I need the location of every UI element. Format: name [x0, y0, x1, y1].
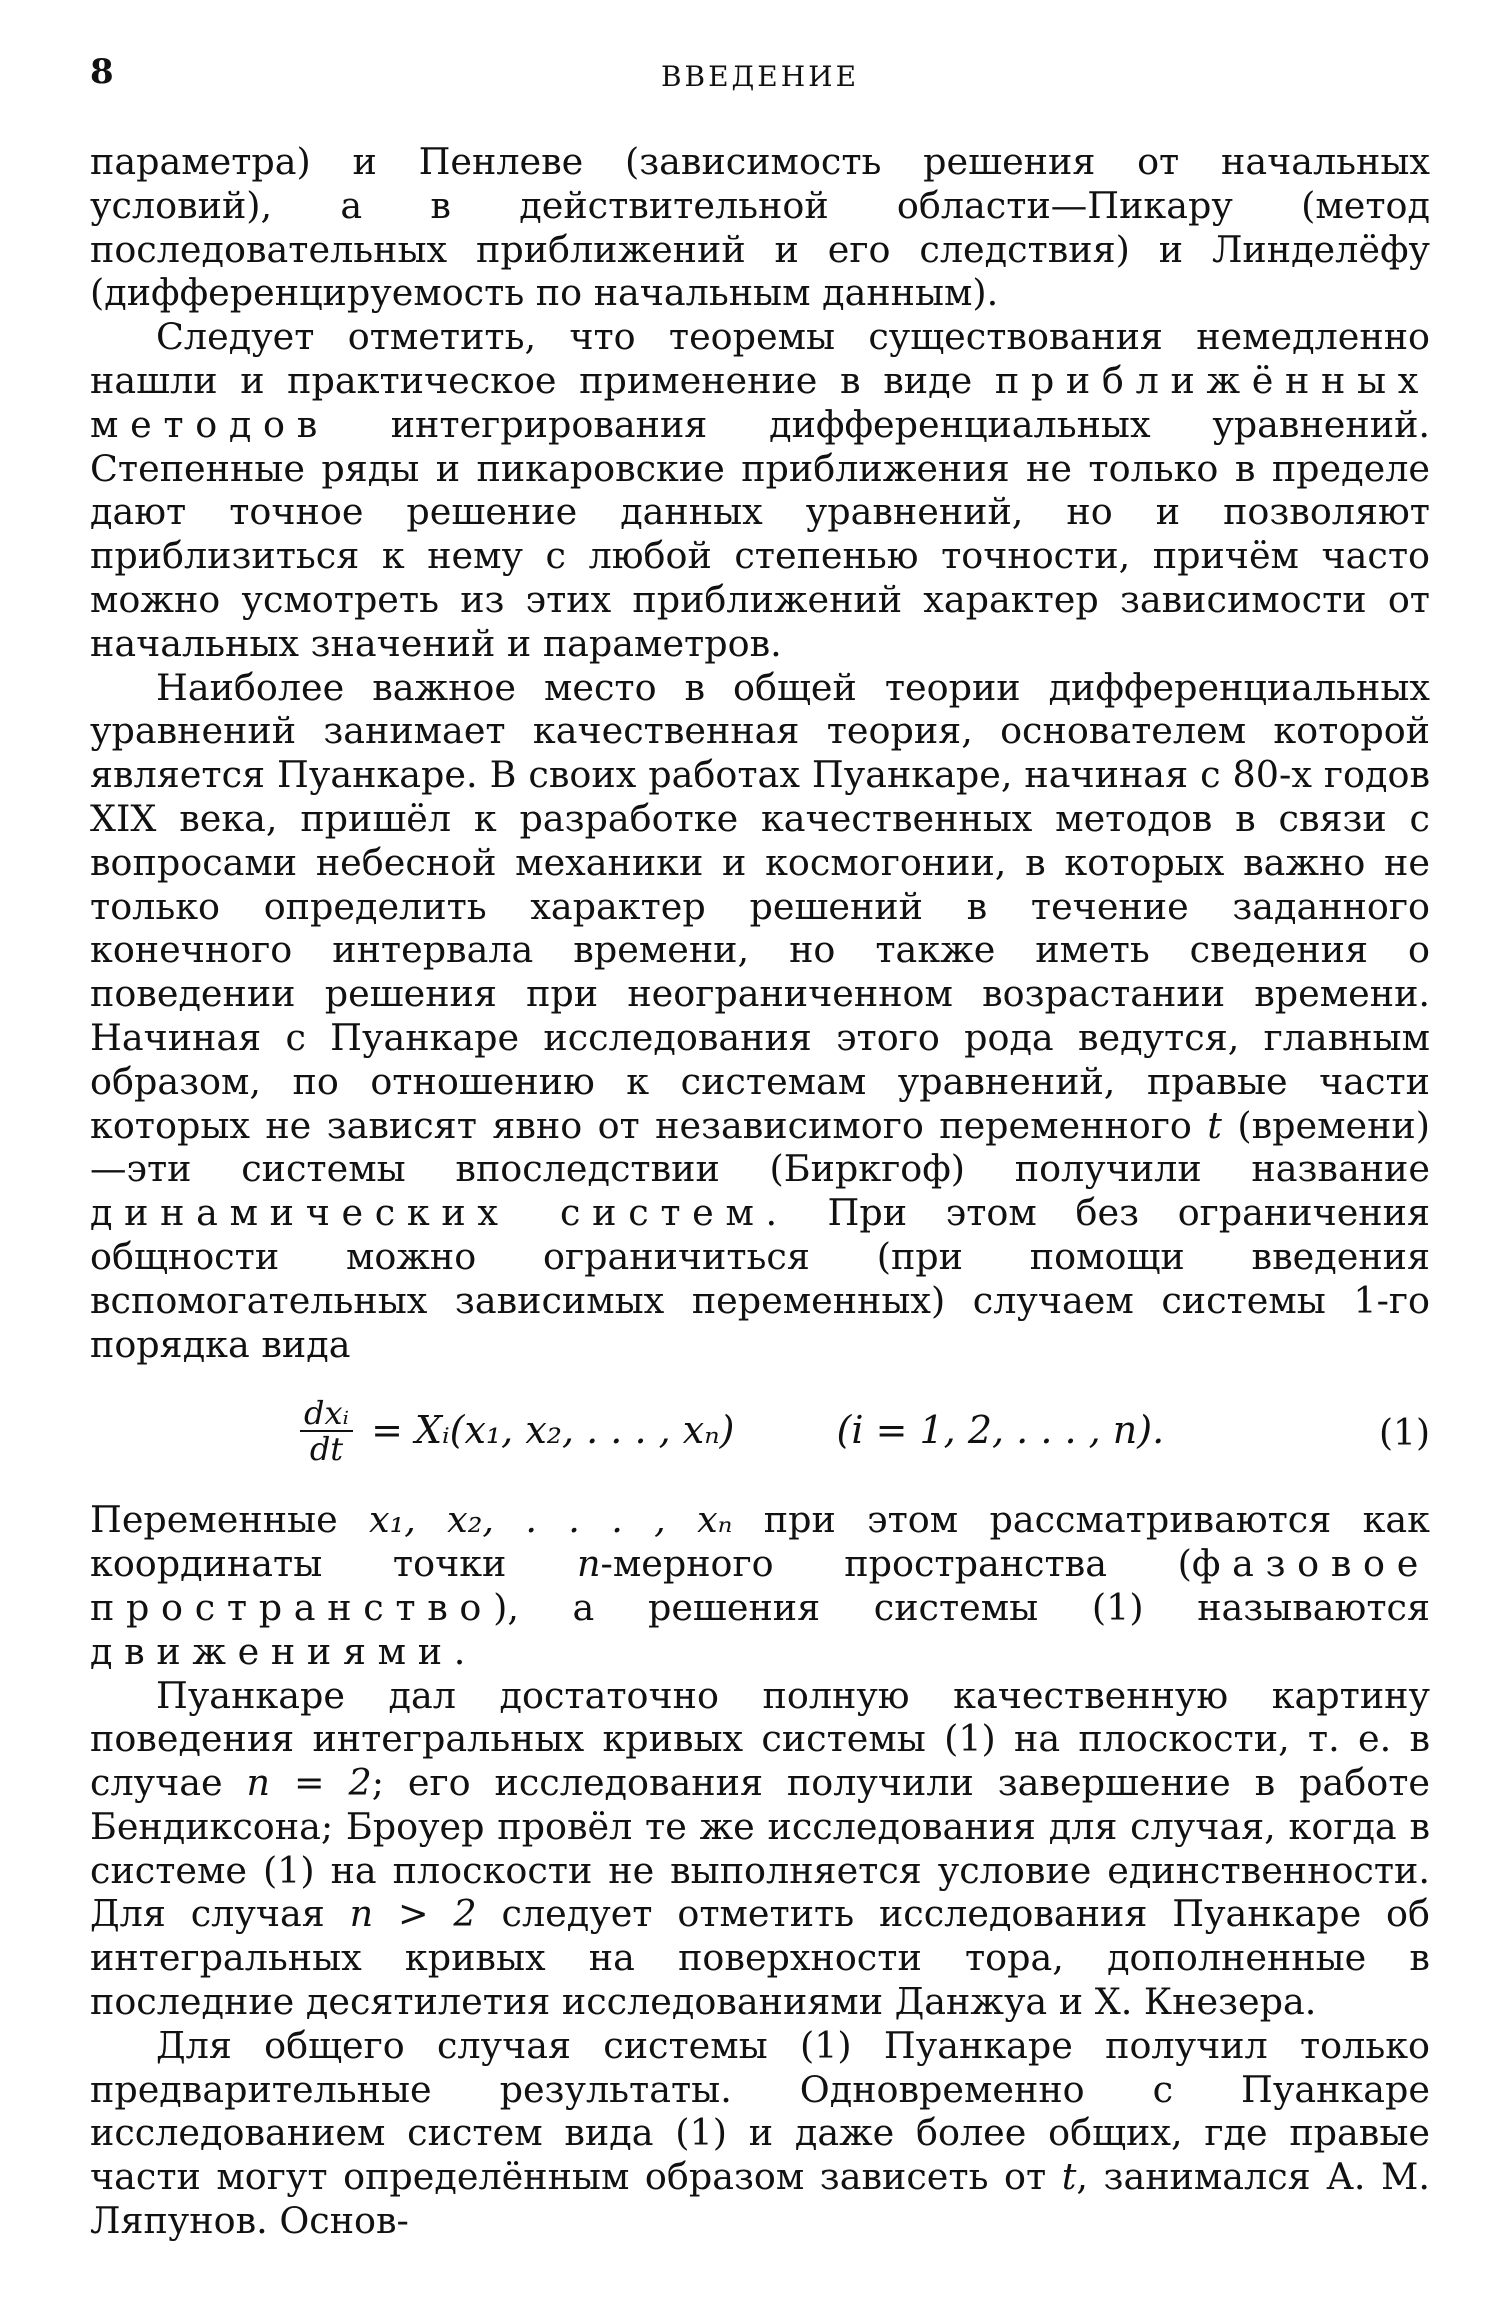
- paragraph-2-text-c: интегрирования дифференциальных уравнений. Степенные ряды и пикаровские приближения не только в пределе дают точное решение данных уравнений, но и позволяют приблизиться к нему с любой степенью точности, причём часто можно усмотреть из этих приближений характер зависимости от начальных значений и параметров.: [90, 402, 1430, 665]
- paragraph-6-text-a: Для общего случая системы (1) Пуанкаре получил только предварительные результаты. Одновременно с Пуанкаре исследованием систем вида (1) и даже более общих, где правые части могут определённым образом зависеть от: [90, 2023, 1430, 2199]
- paragraph-3-text-b: (времени)—эти системы впоследствии (Биркгоф) получили название: [90, 1103, 1430, 1191]
- math-variables: x₁, x₂, . . . , xₙ: [369, 1498, 733, 1542]
- fraction-denominator: dt: [309, 1430, 344, 1469]
- spaced-term-dynamical-systems: динамических систем.: [90, 1191, 789, 1235]
- paragraph-4-text-e: ), а решения системы (1) называются: [493, 1585, 1430, 1629]
- derivative-fraction: [300, 1394, 353, 1469]
- paragraph-4: [90, 1498, 1430, 1673]
- paragraph-5-text-a: Пуанкаре дал достаточно полную качественную картину поведения интегральных кривых системы (1) на плоскости, т. е. в случае: [90, 1673, 1430, 1805]
- page-header: [90, 52, 1430, 102]
- paragraph-4-text-b: при этом рассматриваются как координаты точки: [90, 1498, 1430, 1586]
- math-n: n: [577, 1542, 601, 1586]
- equation-number: (1): [1379, 1413, 1430, 1455]
- math-t: t: [1207, 1103, 1222, 1147]
- paragraph-3-text-a: Наиболее важное место в общей теории дифференциальных уравнений занимает качественная теория, основателем которой является Пуанкаре. В своих работах Пуанкаре, начиная с 80-х годов XIX века, пришёл к разработке качественных методов в связи с вопросами небесной механики и космогонии, в которых важно не только определить характер решений в течение заданного конечного интервала времени, но также иметь сведения о поведении решения при неограниченном возрастании времени. Начиная с Пуанкаре исследования этого рода ведутся, главным образом, по отношению к системам уравнений, правые части которых не зависят явно от независимого переменного: [90, 665, 1430, 1147]
- fraction-numerator: dxᵢ: [300, 1396, 353, 1432]
- paragraph-6: [90, 2024, 1430, 2243]
- spaced-term-approx-methods: приближённых методов: [90, 358, 1430, 446]
- paragraph-5-text-b: ; его исследования получили завершение в работе Бендиксона; Броуер провёл те же исследования для случая, когда в системе (1) на плоскости не выполняется условие единственности. Для случая: [90, 1761, 1430, 1936]
- paragraph-6-text-b: , занимался А. М. Ляпунов. Основ-: [90, 2155, 1430, 2243]
- paragraph-3: [90, 666, 1430, 1367]
- equation-condition: (i = 1, 2, . . . , n).: [836, 1408, 1165, 1453]
- paragraph-5-text-c: следует отметить исследования Пуанкаре об интегральных кривых на поверхности тора, дополненные в последние десятилетия исследованиями Данжуа и X. Кнезера.: [90, 1892, 1430, 2024]
- equation-body: [300, 1394, 1165, 1469]
- page-number: 8: [90, 52, 114, 92]
- running-title: ВВЕДЕНИЕ: [660, 60, 860, 93]
- paragraph-5: [90, 1674, 1430, 2024]
- spaced-term-motions: движениями: [90, 1629, 454, 1673]
- equation-1: [90, 1384, 1430, 1480]
- body-text: [90, 140, 1430, 2243]
- paragraph-1: параметра) и Пенлеве (зависимость решения от начальных условий), а в действительной области—Пикару (метод последовательных приближений и его следствия) и Линделёфу (дифференцируемость по начальным данным).: [90, 140, 1430, 315]
- math-n-greater-2: n > 2: [349, 1892, 477, 1936]
- equation-rhs: = Xᵢ(x₁, x₂, . . . , xₙ): [371, 1408, 735, 1453]
- paragraph-3-text-d: При этом без ограничения общности можно ограничиться (при помощи введения вспомогательных зависимых переменных) случаем системы 1-го порядка вида: [90, 1191, 1430, 1366]
- paragraph-2: [90, 315, 1430, 665]
- paragraph-4-text-g: .: [453, 1629, 466, 1673]
- math-t-2: t: [1061, 2155, 1077, 2199]
- paragraph-4-text-a: Переменные: [90, 1498, 370, 1542]
- spaced-term-phase-space: фазовое пространство: [90, 1542, 1430, 1629]
- math-n-equals-2: n = 2: [246, 1761, 372, 1805]
- paragraph-4-text-c: -мерного пространства (: [600, 1542, 1192, 1586]
- paragraph-2-text-a: Следует отметить, что теоремы существования немедленно нашли и практическое применение в виде: [90, 315, 1430, 402]
